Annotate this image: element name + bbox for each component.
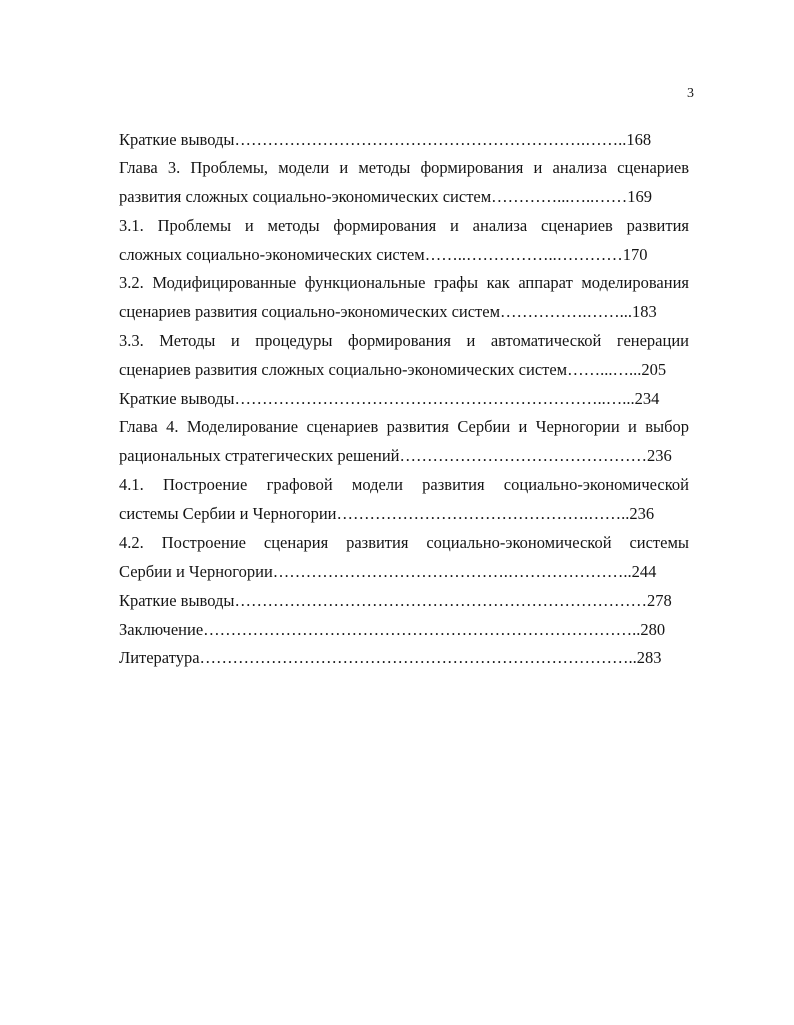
- toc-entry-chapter3-title: Глава 3. Проблемы, модели и методы формирования и анализа сценариев: [119, 158, 689, 177]
- toc-entry-section-3-3-cont: сценариев развития сложных социально-экономических систем……...…...205: [119, 360, 667, 379]
- toc-entry-literature: Литература……………………………………………………………………..283: [119, 648, 662, 667]
- toc-entry-chapter4-title: Глава 4. Моделирование сценариев развития Сербии и Черногории и выбор: [119, 417, 689, 436]
- toc-entry-brief-conclusions-ch2: Краткие выводы……………………………………………………….……..168: [119, 130, 652, 149]
- toc-entry-section-4-1-cont: системы Сербии и Черногории……………………………………….……..236: [119, 504, 655, 523]
- toc-entry-section-3-2-cont: сценариев развития социально-экономических систем…………….……...183: [119, 302, 657, 321]
- toc-entry-brief-conclusions-ch4: Краткие выводы…………………………………………………………………278: [119, 591, 672, 610]
- toc-entry-section-3-1: 3.1. Проблемы и методы формирования и анализа сценариев развития: [119, 216, 689, 235]
- toc-entry-section-3-1-cont: сложных социально-экономических систем……..……………..…………170: [119, 245, 648, 264]
- toc-entry-chapter3-title-cont: развития сложных социально-экономических систем…………...…..……169: [119, 187, 653, 206]
- toc-entry-section-4-1: 4.1. Построение графовой модели развития социально-экономической: [119, 475, 689, 494]
- toc-entry-brief-conclusions-ch3: Краткие выводы…………………………………………………………..…...234: [119, 389, 660, 408]
- toc-entry-section-4-2-cont: Сербии и Черногории…………………………………….…………………..244: [119, 562, 657, 581]
- toc-entry-chapter4-title-cont: рациональных стратегических решений………………………………………236: [119, 446, 672, 465]
- toc-entry-conclusion: Заключение……………………………………………………………………..280: [119, 620, 666, 639]
- page-number: 3: [687, 86, 694, 101]
- toc-entry-section-3-3: 3.3. Методы и процедуры формирования и автоматической генерации: [119, 331, 689, 350]
- toc-entry-section-3-2: 3.2. Модифицированные функциональные графы как аппарат моделирования: [119, 273, 689, 292]
- toc-entry-section-4-2: 4.2. Построение сценария развития социально-экономической системы: [119, 533, 689, 552]
